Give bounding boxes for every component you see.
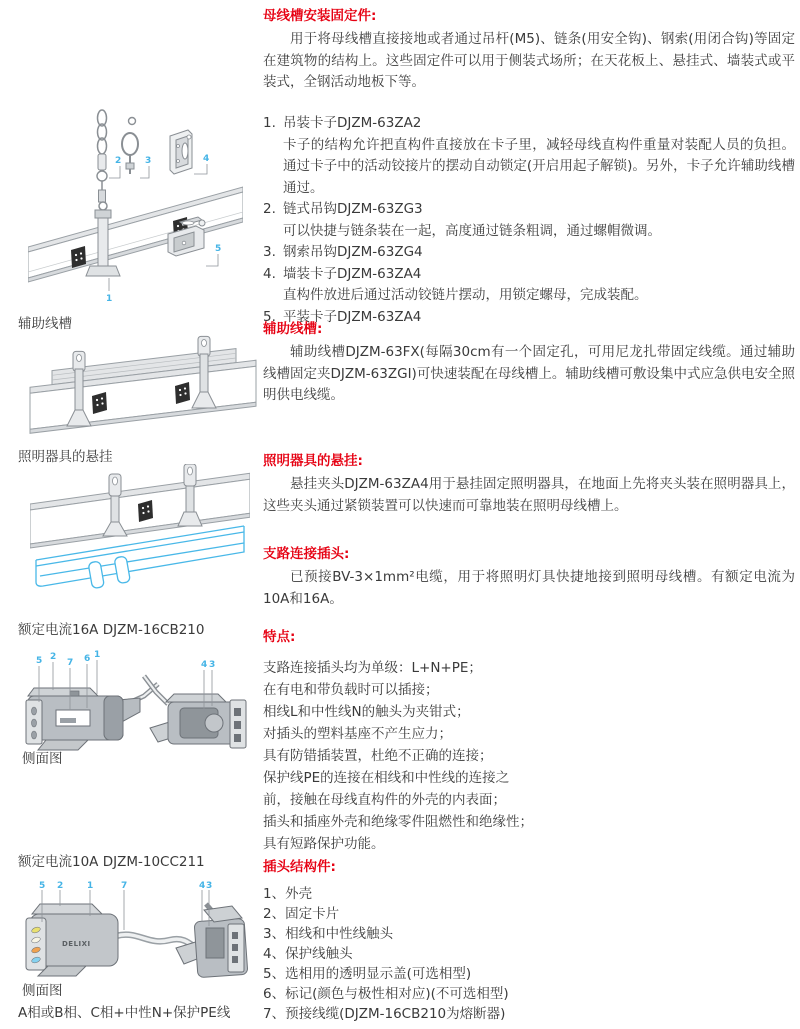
list-item: 3、相线和中性线触头 — [263, 926, 394, 942]
item-number: 1. — [263, 115, 276, 131]
feature-line: 在有电和带负载时可以插接； — [263, 682, 439, 698]
figure-plug-10a — [18, 878, 253, 983]
plug-16a-right — [144, 676, 246, 748]
fixing-parts-list — [263, 113, 795, 328]
svg-text:4: 4 — [203, 154, 210, 164]
brand-logo: DELIXI — [62, 940, 91, 948]
svg-text:2: 2 — [57, 881, 64, 891]
section-title-aux-trough: 辅助线槽: — [263, 321, 323, 337]
svg-text:7: 7 — [121, 881, 128, 891]
list-item: 7、预接线缆(DJZM-16CB210为熔断器) — [263, 1006, 506, 1022]
svg-text:3: 3 — [206, 881, 213, 891]
list-item — [263, 113, 795, 199]
svg-text:5: 5 — [215, 244, 222, 254]
figure-label-lighting: 照明器具的悬挂 — [18, 449, 113, 465]
cable-hook-icon — [122, 118, 138, 175]
list-item: 1、外壳 — [263, 886, 313, 902]
item-number: 2. — [263, 201, 276, 217]
svg-text:3: 3 — [209, 660, 216, 670]
plug-16a-left — [26, 684, 158, 750]
figure-label-plug-16a: 额定电流16A DJZM-16CB210 — [18, 622, 205, 638]
item-description: 可以快捷与链条装在一起，高度通过链条粗调，通过螺帽微调。 — [283, 222, 661, 239]
section-title-fixing-parts: 母线槽安装固定件: — [263, 8, 377, 24]
svg-text:4: 4 — [201, 660, 208, 670]
svg-text:2: 2 — [115, 156, 122, 166]
item-number: 5. — [263, 308, 276, 325]
section-title-plug-parts: 插头结构件: — [263, 859, 336, 875]
figure-aux-trough — [24, 334, 259, 446]
svg-text:3: 3 — [145, 156, 152, 166]
section-title-branch-plug: 支路连接插头: — [263, 546, 350, 562]
plug-10a-left — [26, 904, 118, 976]
item-title: 吊装卡子DJZM-63ZA2 — [283, 115, 422, 131]
list-item — [263, 242, 795, 264]
svg-text:1: 1 — [106, 294, 113, 302]
figure-fixing-parts — [28, 106, 243, 302]
phase-wiring-note: A相或B相、C相+中性N+保护PE线 — [18, 1005, 231, 1021]
feature-line: 支路连接插头均为单级：L+N+PE； — [263, 660, 482, 676]
feature-line: 具有防错插装置，杜绝不正确的连接； — [263, 748, 493, 764]
svg-text:4: 4 — [199, 881, 206, 891]
wall-clamp — [170, 130, 192, 174]
lighting-paragraph: 悬挂夹头DJZM-63ZA4用于悬挂固定照明器具，在地面上先将夹头装在照明器具上，这些夹头通过紧锁装置可以快速而可靠地装在照明母线槽上。 — [263, 476, 795, 514]
figure-label-aux-trough: 辅助线槽 — [18, 316, 72, 332]
item-title: 平装卡子DJZM-63ZA4 — [283, 308, 422, 325]
feature-line: 保护线PE的连接在相线和中性线的连接之 — [263, 770, 510, 786]
svg-text:5: 5 — [36, 656, 43, 666]
feature-line: 对插头的塑料基座不产生应力； — [263, 726, 452, 742]
list-item: 4、保护线触头 — [263, 946, 353, 962]
section-title-features: 特点: — [263, 629, 296, 645]
item-number: 3. — [263, 244, 276, 260]
svg-text:1: 1 — [94, 650, 101, 660]
feature-line: 前，接触在母线直构件的外壳的内表面； — [263, 792, 506, 808]
svg-text:5: 5 — [39, 881, 46, 891]
item-title: 链式吊钩DJZM-63ZG3 — [283, 201, 423, 217]
figure-label-plug-10a: 额定电流10A DJZM-10CC211 — [18, 854, 205, 870]
fixing-parts-paragraph: 用于将母线槽直接接地或者通过吊杆(M5)、链条(用安全钩)、钢索(用闭合钩)等固定在建筑物的结构上。这些固定件可以用于侧装式场所；在天花板上、悬挂式、墙装式或平装式，全钢活动地板下等。 — [263, 31, 795, 90]
svg-text:7: 7 — [67, 658, 74, 668]
list-item — [263, 199, 795, 242]
feature-line: 具有短路保护功能。 — [263, 836, 385, 852]
branch-plug-paragraph: 已预接BV-3×1mm²电缆，用于将照明灯具快捷地接到照明母线槽。有额定电流为10A和16A。 — [263, 569, 795, 607]
list-item: 2、固定卡片 — [263, 906, 340, 922]
svg-text:6: 6 — [84, 654, 91, 664]
features-list — [263, 657, 795, 855]
item-title: 墙装卡子DJZM-63ZA4 — [283, 265, 422, 282]
figure-plug-16a — [18, 650, 253, 755]
section-title-lighting: 照明器具的悬挂: — [263, 453, 363, 469]
figure-lighting-suspension — [30, 464, 250, 612]
chain-hanger-icon — [97, 110, 107, 202]
item-title: 钢索吊钩DJZM-63ZG4 — [283, 244, 423, 260]
list-item — [263, 264, 795, 307]
feature-line: 插头和插座外壳和绝缘零件阻燃性和绝缘性； — [263, 814, 533, 830]
item-description: 卡子的结构允许把直构件直接放在卡子里，减轻母线直构件重量对装配人员的负担。通过卡子中的活动铰接片的摆动自动锁定(开启用起子解锁)。另外，卡子允许辅助线槽通过。 — [283, 136, 795, 196]
busbar-rail — [28, 187, 243, 282]
list-item: 5、选相用的透明显示盖(可选相型) — [263, 966, 472, 982]
feature-line: 相线L和中性线N的触头为夹钳式； — [263, 704, 470, 720]
svg-text:2: 2 — [50, 652, 57, 662]
figure-caption-side-view-10a: 侧面图 — [22, 983, 63, 999]
aux-trough-paragraph: 辅助线槽DJZM-63FX(每隔30cm有一个固定孔，可用尼龙扎带固定线缆。通过辅助线槽固定夹DJZM-63ZGI)可快速装配在母线槽上。辅助线槽可敷设集中式应急供电安全照明供电线缆。 — [263, 344, 795, 403]
item-number: 4. — [263, 265, 276, 282]
list-item: 6、标记(颜色与极性相对应)(不可选相型) — [263, 986, 509, 1002]
figure-caption-side-view-16a: 侧面图 — [22, 751, 63, 767]
item-description: 直构件放进后通过活动铰链片摆动，用锁定螺母，完成装配。 — [283, 287, 648, 303]
plug-parts-list — [263, 884, 795, 1024]
svg-text:1: 1 — [87, 881, 94, 891]
